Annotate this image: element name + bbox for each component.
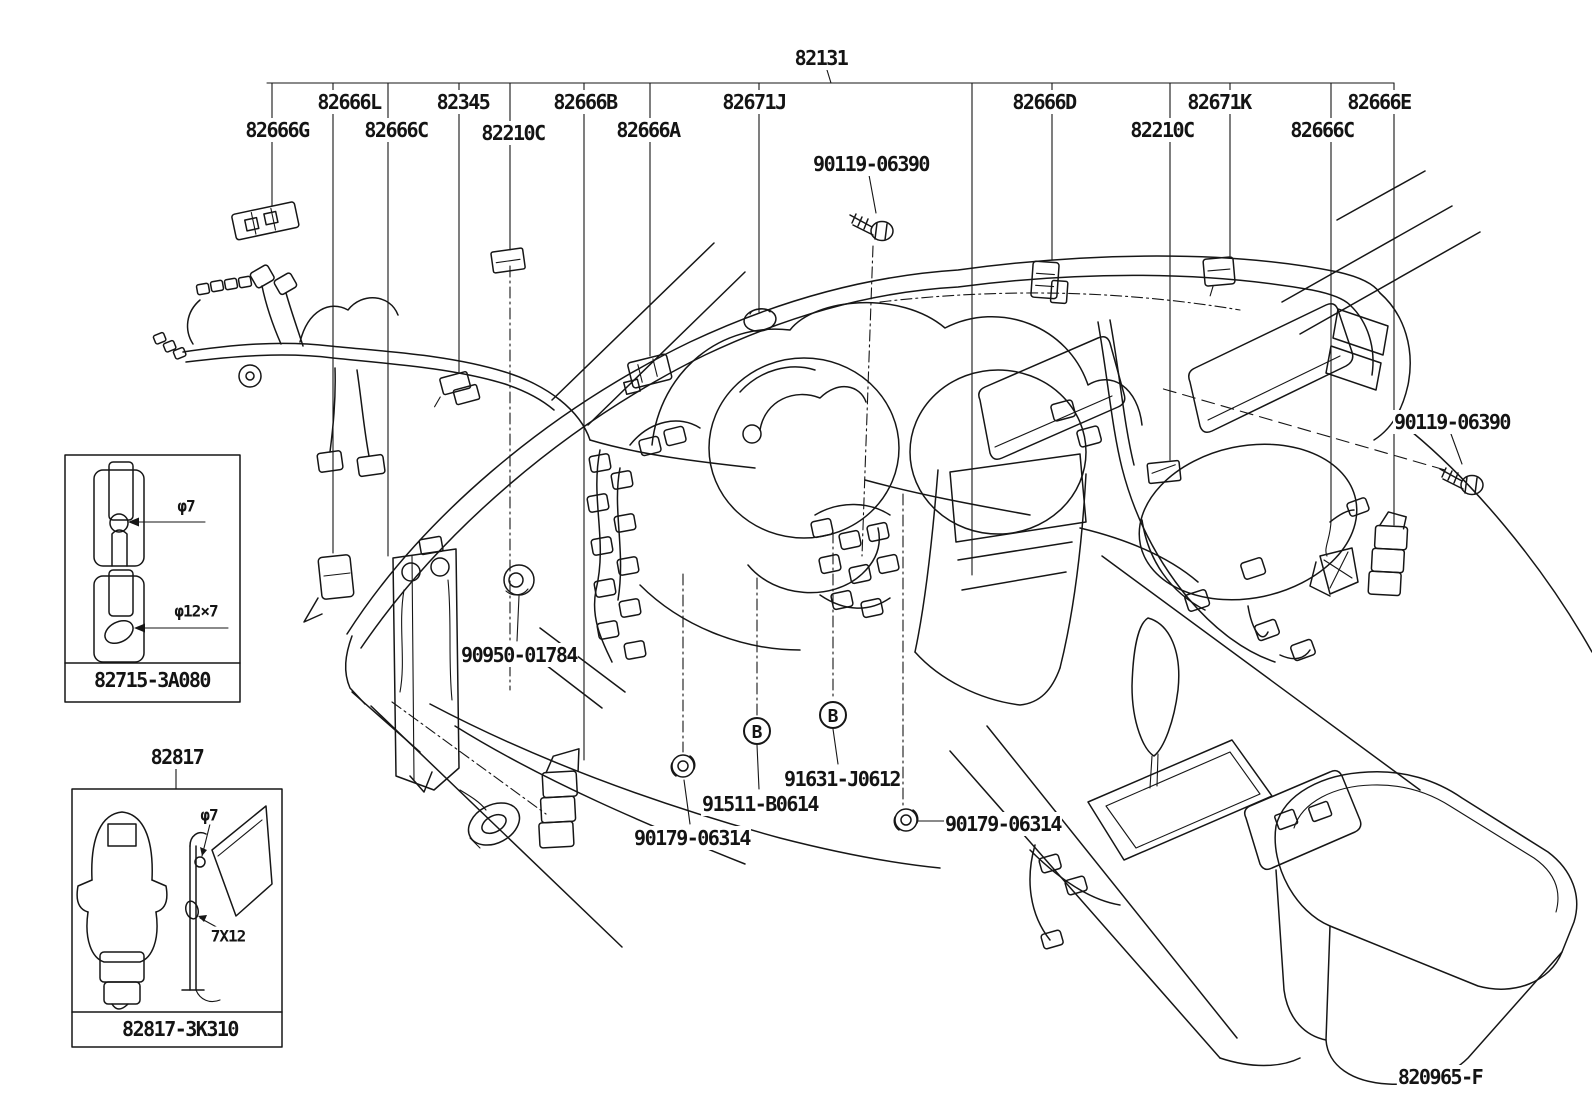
detail-box2-part-label: 82817-3K310 [122, 1017, 238, 1041]
part-label-90950-01784: 90950-01784 [461, 643, 577, 667]
part-label-82666L: 82666L [317, 90, 381, 114]
detail-box2-title-82817: 82817 [150, 745, 204, 769]
part-label-90179-06314-right: 90179-06314 [945, 812, 1061, 836]
shift-knob [1132, 618, 1179, 756]
connector-82666D [1030, 261, 1069, 303]
part-label-90119-06390-top: 90119-06390 [813, 152, 929, 176]
junction-block-left [393, 536, 459, 792]
center-console [950, 618, 1361, 1066]
grommet-icon [504, 565, 534, 595]
detail-box1-hole-dia-7: φ7 [177, 496, 195, 516]
protector-side-view [182, 806, 272, 1002]
marker-b1 [744, 718, 770, 744]
connector-82666E [1368, 511, 1408, 596]
nut-icon-right [894, 809, 917, 831]
part-label-82666B: 82666B [553, 90, 617, 114]
part-label-82666C-right: 82666C [1290, 118, 1354, 142]
connector-82666G [231, 201, 299, 240]
nut-icon-left [671, 755, 694, 777]
connector-82666C-right [1310, 548, 1358, 596]
detail-box1-hole-dia-12x7: φ12×7 [174, 601, 218, 621]
part-label-90179-06314-left: 90179-06314 [634, 826, 750, 850]
part-label-91511-B0614: 91511-B0614 [702, 792, 818, 816]
detail-box1-part-label: 82715-3A080 [94, 668, 210, 692]
drawing-code: 820965-F [1397, 1065, 1483, 1089]
part-label-82210C-right: 82210C [1130, 118, 1194, 142]
part-label-82666C-left: 82666C [364, 118, 428, 142]
detail-box-clamps [65, 455, 240, 702]
screw-icon-right [1440, 468, 1483, 495]
part-label-82671J: 82671J [722, 90, 786, 114]
part-label-90119-06390-right: 90119-06390 [1394, 410, 1510, 434]
glovebox-opening [1125, 425, 1372, 619]
part-label-82210C-left: 82210C [481, 121, 545, 145]
connector-82666L [304, 554, 354, 622]
svg-text:B: B [827, 706, 839, 727]
connector-82210C-left [491, 248, 526, 273]
defroster-grille [1189, 304, 1353, 432]
part-label-91631-J0612: 91631-J0612 [784, 767, 900, 791]
detail-box-protector [72, 766, 282, 1047]
part-label-82131: 82131 [794, 46, 848, 70]
part-label-82666E: 82666E [1347, 90, 1411, 114]
screw-icon-top [850, 214, 893, 241]
hidden-position-leaders [392, 246, 1445, 814]
connector-82671K [1203, 257, 1236, 296]
protector-front-view [77, 812, 167, 1009]
connector-82666A [619, 354, 673, 395]
label-pointer-lines [517, 175, 1462, 824]
part-label-82666A: 82666A [616, 118, 680, 142]
detail-box2-hole-7x12: 7X12 [210, 926, 246, 946]
instrument-cluster [520, 303, 1142, 708]
part-label-82345: 82345 [436, 90, 490, 114]
connector-oval-plug [460, 790, 527, 853]
part-label-82671K: 82671K [1187, 90, 1251, 114]
wire-harness-right [1030, 320, 1370, 949]
detail-box2-hole-dia-7: φ7 [200, 805, 218, 825]
center-stack [915, 454, 1086, 705]
part-label-82666G: 82666G [245, 118, 309, 142]
part-label-82666D: 82666D [1012, 90, 1076, 114]
console-tray [1245, 771, 1361, 870]
marker-b2 [820, 702, 846, 728]
dashboard-outline [346, 256, 1592, 947]
svg-text:B: B [751, 722, 763, 743]
